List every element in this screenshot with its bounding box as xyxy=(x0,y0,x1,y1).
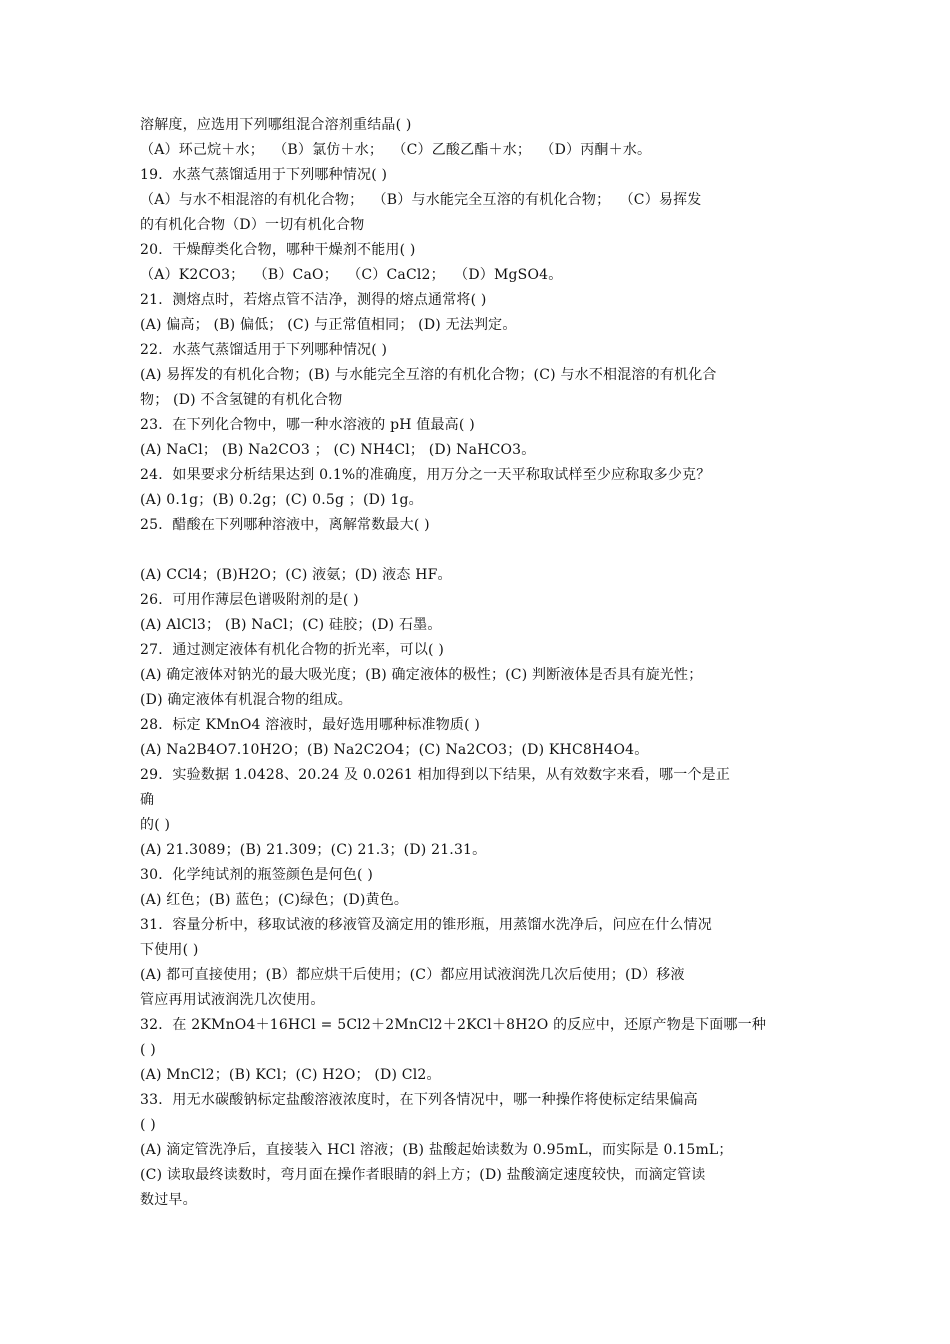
text-line: 21．测熔点时，若熔点管不洁净，测得的熔点通常将( ) xyxy=(140,292,487,308)
text-line: 26．可用作薄层色谱吸附剂的是( ) xyxy=(140,592,359,608)
text-line: 数过早。 xyxy=(140,1192,197,1208)
text-line: 物； (D) 不含氢键的有机化合物 xyxy=(140,392,343,408)
text-line: (A) 21.3089；(B) 21.309；(C) 21.3；(D) 21.31。 xyxy=(140,842,487,858)
text-line: (A) AlCl3； (B) NaCl；(C) 硅胶；(D) 石墨。 xyxy=(140,617,442,633)
text-line: 22．水蒸气蒸馏适用于下列哪种情况( ) xyxy=(140,342,388,358)
text-line: (A) 红色；(B) 蓝色；(C)绿色；(D)黄色。 xyxy=(140,892,409,908)
text-line: 32．在 2KMnO4＋16HCl = 5Cl2＋2MnCl2＋2KCl＋8H2O 的反应中，还原产物是下面哪一种 xyxy=(140,1017,767,1033)
text-line: ( ) xyxy=(140,1117,156,1133)
text-line: (A) 0.1g；(B) 0.2g；(C) 0.5g ；(D) 1g。 xyxy=(140,492,423,508)
text-line: (A) Na2B4O7.10H2O；(B) Na2C2O4；(C) Na2CO3；(D) KHC8H4O4。 xyxy=(140,742,649,758)
text-line: 28．标定 KMnO4 溶液时，最好选用哪种标准物质( ) xyxy=(140,717,481,733)
text-line: 的( ) xyxy=(140,817,171,833)
text-line: 的有机化合物（D）一切有机化合物 xyxy=(140,217,365,233)
text-line: 下使用( ) xyxy=(140,942,199,958)
text-line: (A) MnCl2；(B) KCl；(C) H2O； (D) Cl2。 xyxy=(140,1067,441,1083)
text-line: (A) 确定液体对钠光的最大吸光度；(B) 确定液体的极性；(C) 判断液体是否具有旋光性； xyxy=(140,667,703,683)
text-line: 30．化学纯试剂的瓶签颜色是何色( ) xyxy=(140,867,373,883)
text-line: 19．水蒸气蒸馏适用于下列哪种情况( ) xyxy=(140,167,388,183)
text-line: 23．在下列化合物中，哪一种水溶液的 pH 值最高( ) xyxy=(140,417,475,433)
text-line: 20．干燥醇类化合物，哪种干燥剂不能用( ) xyxy=(140,242,416,258)
text-line: 31．容量分析中，移取试液的移液管及滴定用的锥形瓶，用蒸馏水洗净后，问应在什么情况 xyxy=(140,917,713,933)
text-line: （A）K2CO3； （B）CaO； （C）CaCl2； （D）MgSO4。 xyxy=(140,267,563,283)
text-line: ( ) xyxy=(140,1042,156,1058)
text-line: 25．醋酸在下列哪种溶液中，离解常数最大( ) xyxy=(140,517,430,533)
text-line: （A）与水不相混溶的有机化合物； （B）与水能完全互溶的有机化合物； （C）易挥发 xyxy=(140,192,702,208)
text-line: 溶解度，应选用下列哪组混合溶剂重结晶( ) xyxy=(140,117,412,133)
text-line: 33．用无水碳酸钠标定盐酸溶液浓度时，在下列各情况中，哪一种操作将使标定结果偏高 xyxy=(140,1092,698,1108)
text-line: 24．如果要求分析结果达到 0.1%的准确度，用万分之一天平称取试样至少应称取多少克？ xyxy=(140,467,711,483)
text-line: (C) 读取最终读数时，弯月面在操作者眼睛的斜上方；(D) 盐酸滴定速度较快，而滴定管读 xyxy=(140,1167,706,1183)
text-line: 确 xyxy=(140,792,155,808)
text-line: (A) 滴定管洗净后，直接装入 HCl 溶液；(B) 盐酸起始读数为 0.95mL，而实际是 0.15mL； xyxy=(140,1142,733,1158)
text-line: （A）环己烷＋水； （B）氯仿＋水； （C）乙酸乙酯＋水； （D）丙酮＋水。 xyxy=(140,142,652,158)
text-line: 29．实验数据 1.0428、20.24 及 0.0261 相加得到以下结果，从有效数字来看，哪一个是正 xyxy=(140,767,731,783)
text-line: (A) 偏高； (B) 偏低； (C) 与正常值相同； (D) 无法判定。 xyxy=(140,317,517,333)
blank-line xyxy=(140,538,820,563)
text-line: (A) NaCl； (B) Na2CO3 ； (C) NH4Cl； (D) NaHCO3。 xyxy=(140,442,536,458)
text-line: 管应再用试液润洗几次使用。 xyxy=(140,992,325,1008)
question-text-block xyxy=(140,113,820,1213)
text-line: (A) 易挥发的有机化合物；(B) 与水能完全互溶的有机化合物；(C) 与水不相混溶的有机化合 xyxy=(140,367,717,383)
text-line: 27．通过测定液体有机化合物的折光率，可以( ) xyxy=(140,642,444,658)
text-line: (A) 都可直接使用；(B）都应烘干后使用；(C）都应用试液润洗几次后使用；(D）移液 xyxy=(140,967,685,983)
text-line: (A) CCl4；(B)H2O；(C) 液氨；(D) 液态 HF。 xyxy=(140,567,452,583)
text-line: (D) 确定液体有机混合物的组成。 xyxy=(140,692,352,708)
